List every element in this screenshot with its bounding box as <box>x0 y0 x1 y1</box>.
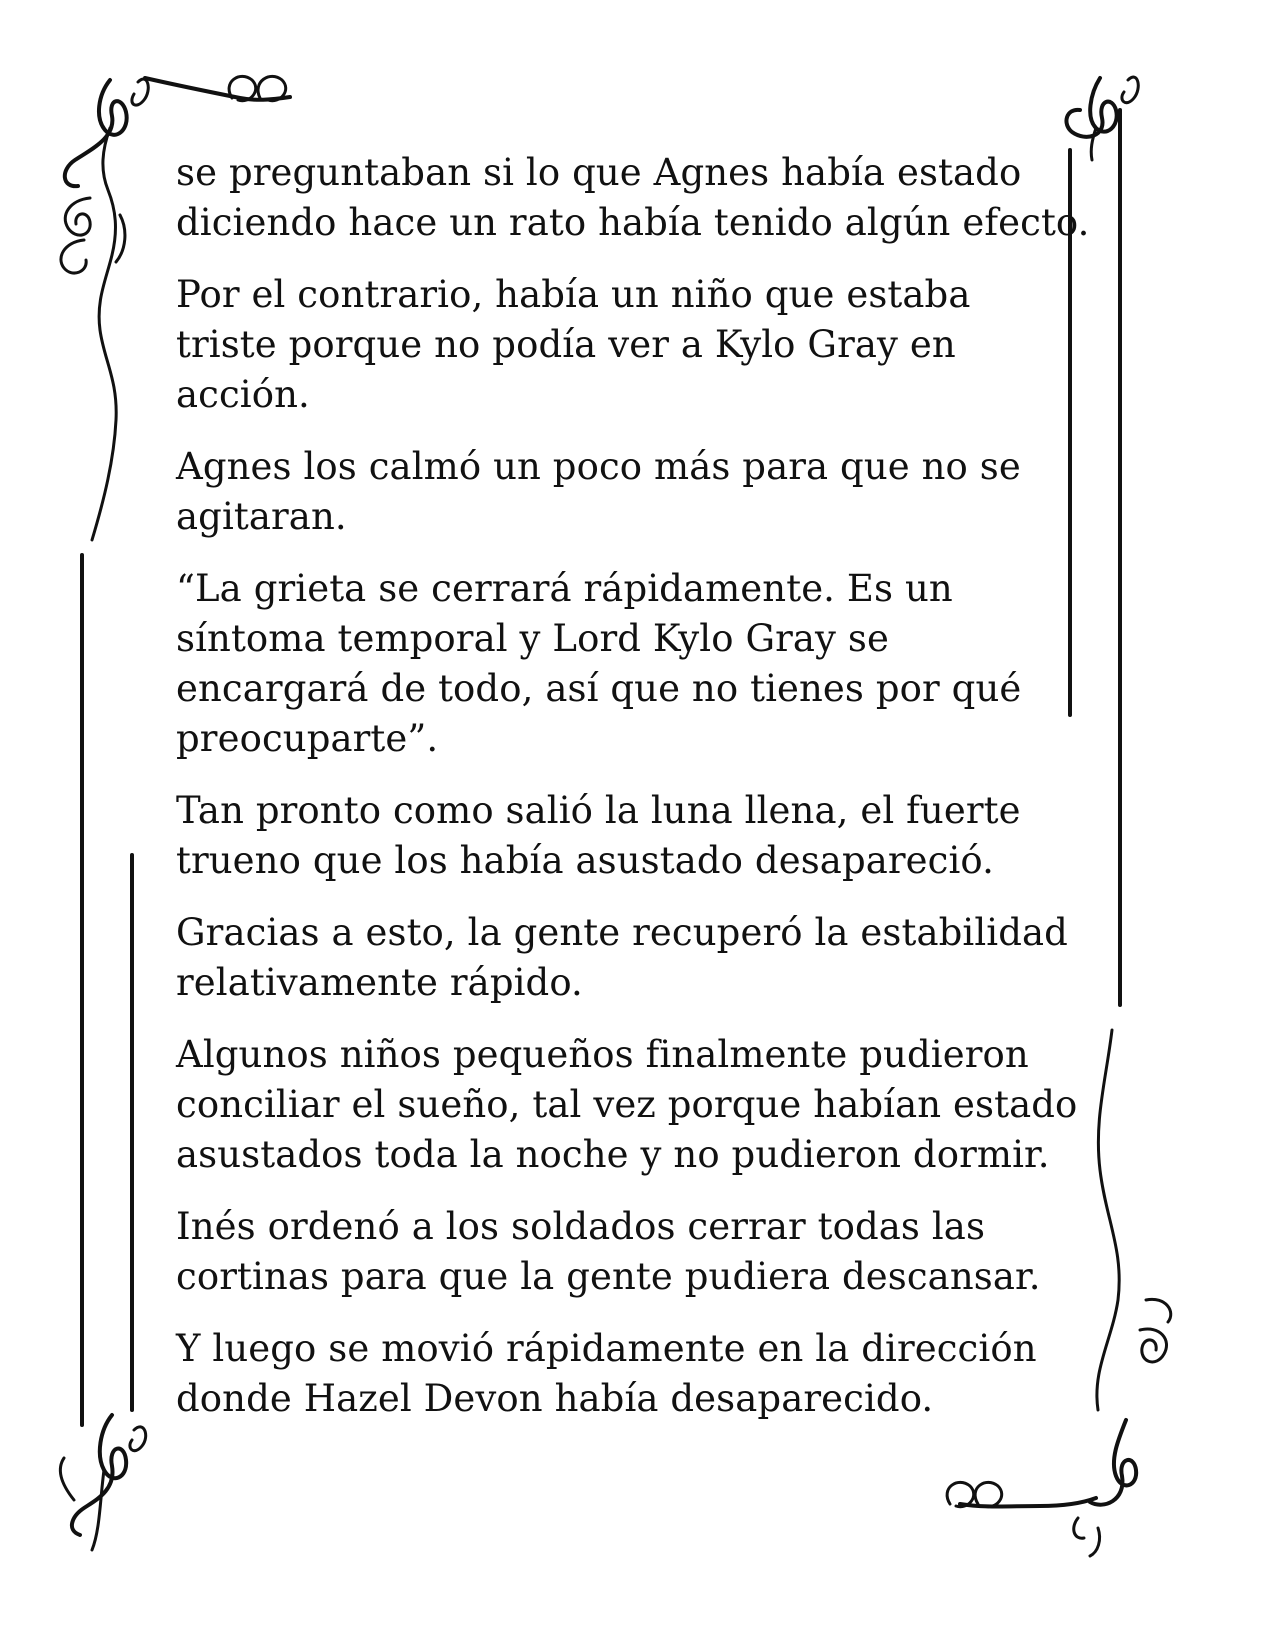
text-line: “La grieta se cerrará rápidamente. Es un <box>176 567 953 610</box>
text-line: encargará de todo, así que no tienes por qué <box>176 667 1022 710</box>
paragraph <box>176 270 1116 420</box>
paragraph <box>176 1202 1116 1302</box>
text-line: Tan pronto como salió la luna llena, el fuerte <box>176 789 1021 832</box>
text-line: se preguntaban si lo que Agnes había estado <box>176 151 1022 194</box>
text-line: Y luego se movió rápidamente en la dirección <box>176 1327 1037 1370</box>
text-line: triste porque no podía ver a Kylo Gray en <box>176 323 956 366</box>
paragraph <box>176 564 1116 764</box>
text-line: Gracias a esto, la gente recuperó la estabilidad <box>176 911 1068 954</box>
text-line: síntoma temporal y Lord Kylo Gray se <box>176 617 889 660</box>
text-line: Inés ordenó a los soldados cerrar todas las <box>176 1205 986 1248</box>
text-line: relativamente rápido. <box>176 961 583 1004</box>
text-line: trueno que los había asustado desapareció. <box>176 839 995 882</box>
paragraph <box>176 1324 1116 1424</box>
paragraph <box>176 786 1116 886</box>
text-line: donde Hazel Devon había desaparecido. <box>176 1377 934 1420</box>
paragraph <box>176 148 1116 248</box>
text-line: cortinas para que la gente pudiera descansar. <box>176 1255 1041 1298</box>
text-line: preocuparte”. <box>176 717 439 760</box>
paragraph <box>176 908 1116 1008</box>
paragraph <box>176 1030 1116 1180</box>
body-text <box>176 148 1116 1446</box>
text-line: agitaran. <box>176 495 347 538</box>
text-line: conciliar el sueño, tal vez porque habían estado <box>176 1083 1078 1126</box>
text-line: Agnes los calmó un poco más para que no se <box>176 445 1021 488</box>
text-line: Algunos niños pequeños finalmente pudieron <box>176 1033 1029 1076</box>
paragraph <box>176 442 1116 542</box>
text-line: acción. <box>176 373 310 416</box>
text-line: Por el contrario, había un niño que estaba <box>176 273 971 316</box>
bottom-left-flourish <box>60 1415 145 1550</box>
text-line: diciendo hace un rato había tenido algún efecto. <box>176 201 1090 244</box>
text-line: asustados toda la noche y no pudieron dormir. <box>176 1133 1050 1176</box>
